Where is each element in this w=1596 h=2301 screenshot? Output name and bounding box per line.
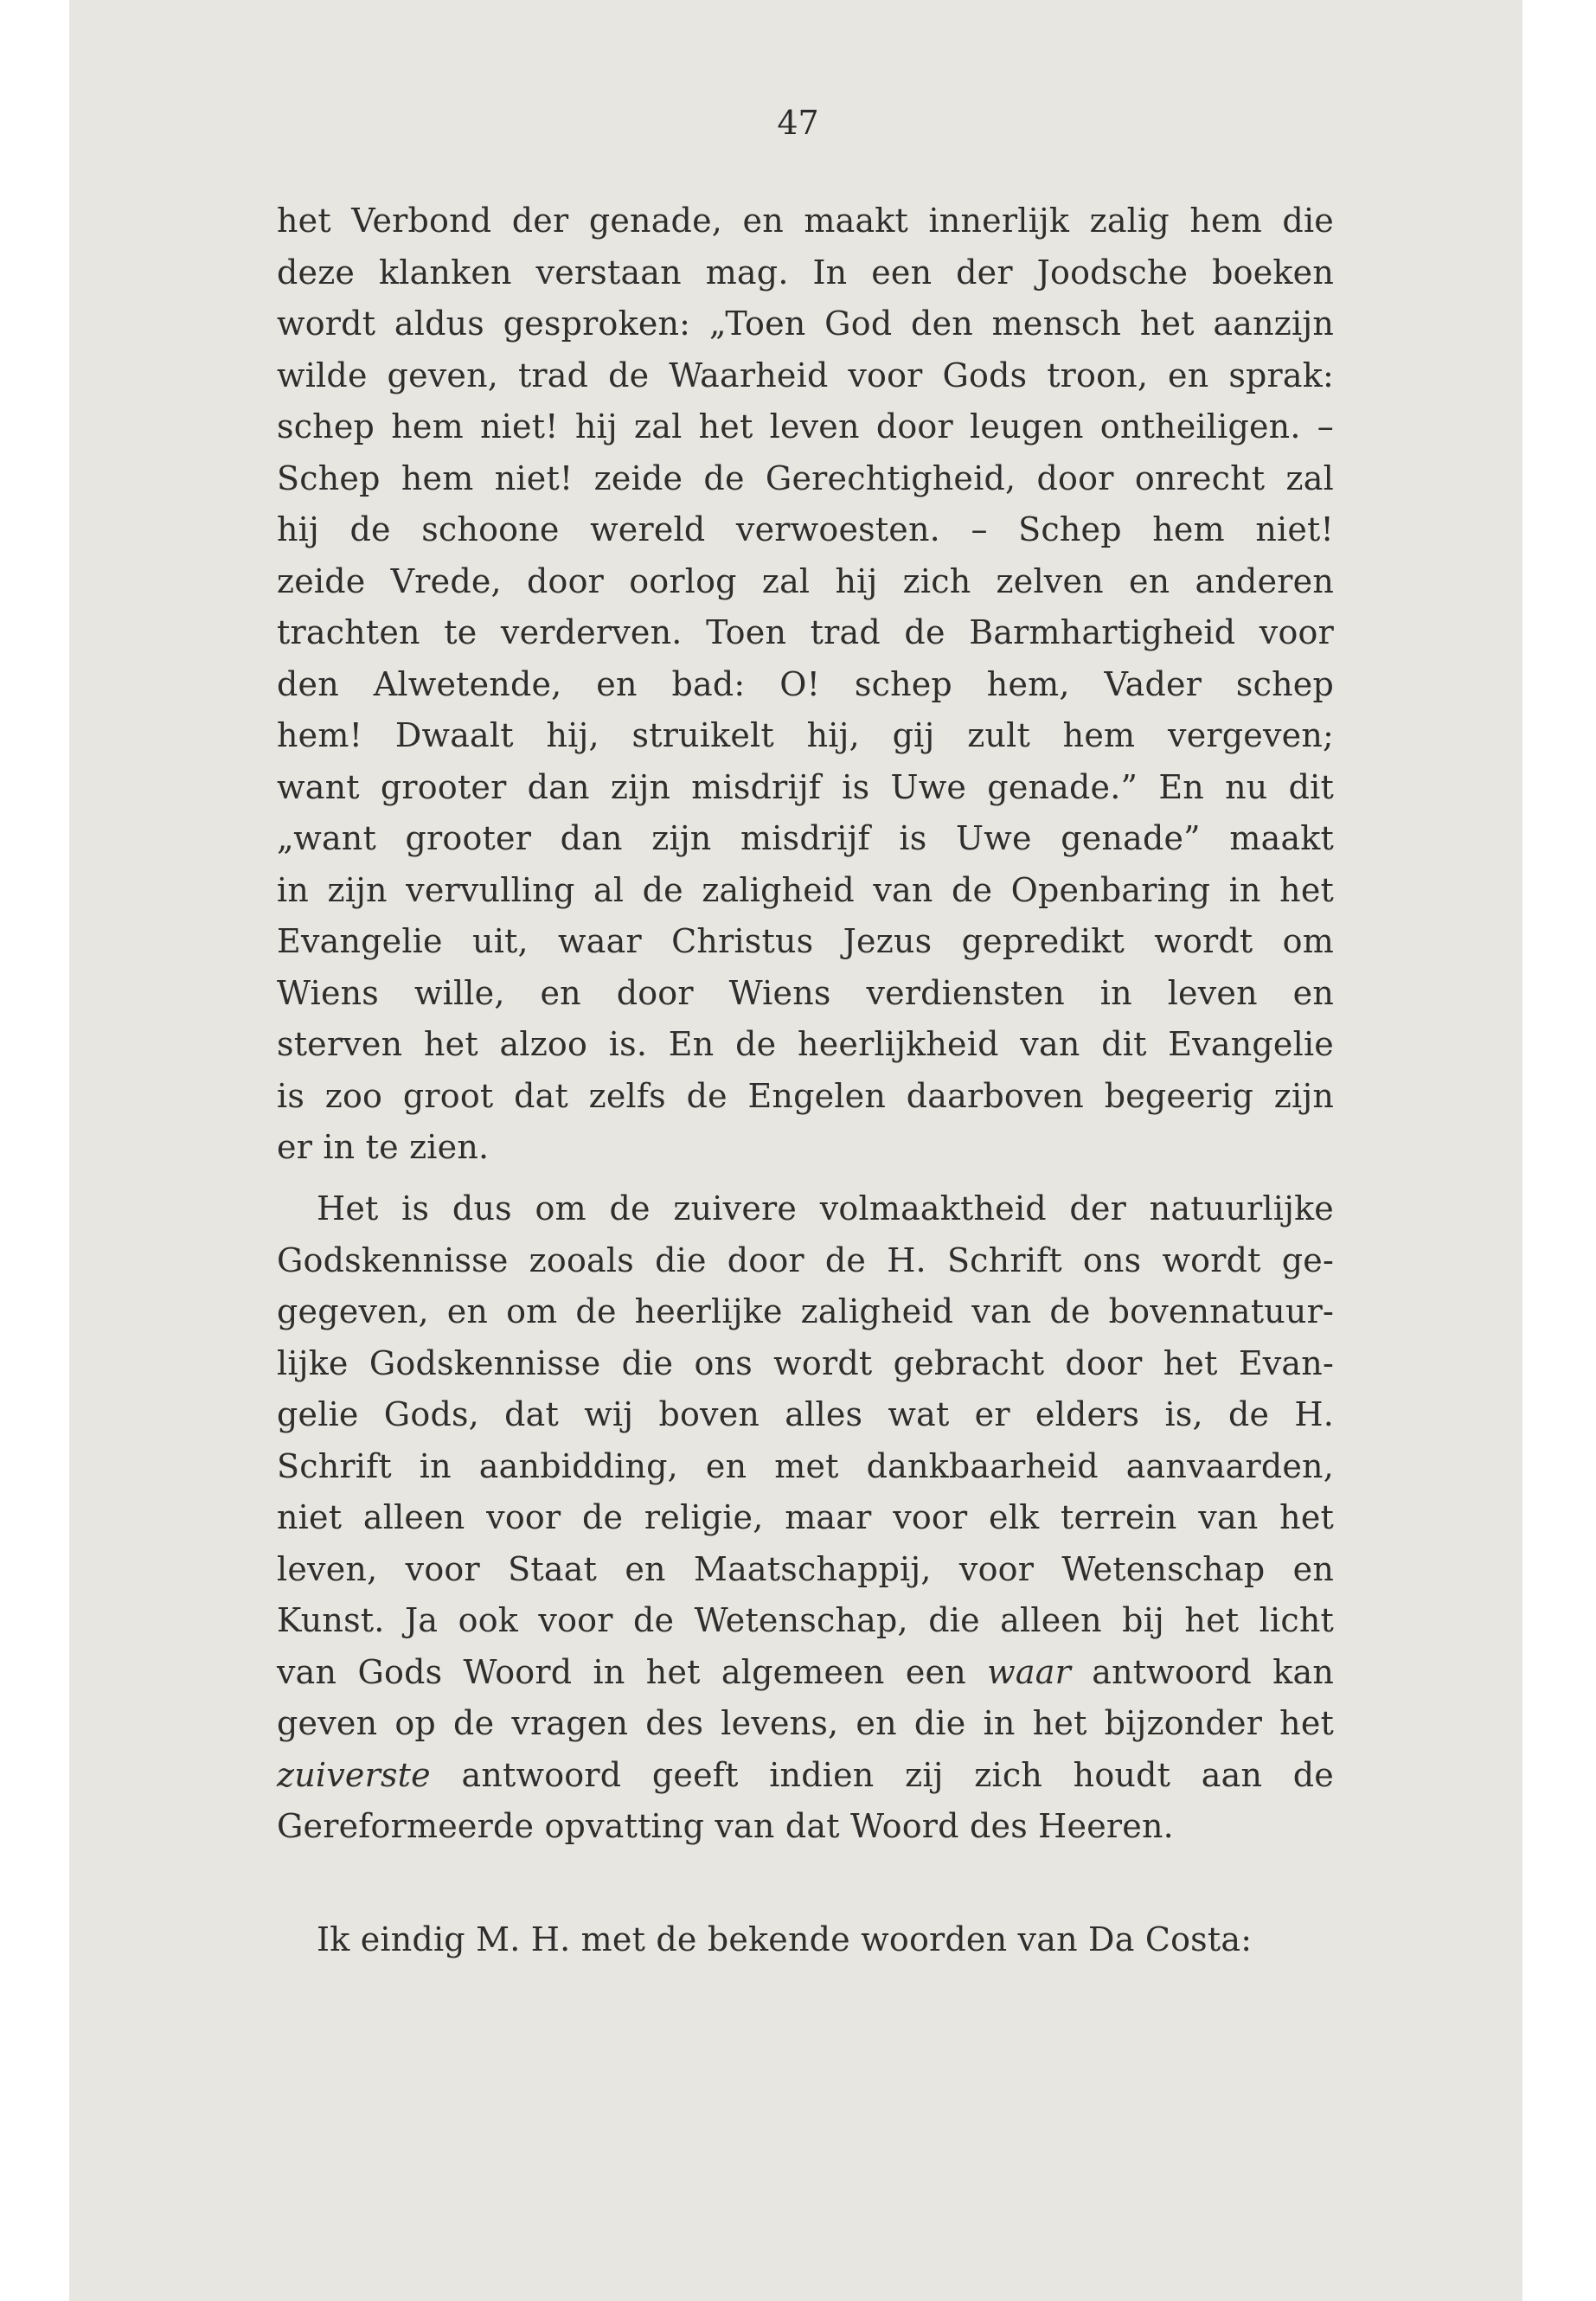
text-line: schep hem niet! hij zal het leven door leugen ontheiligen. – <box>277 407 1334 445</box>
text-line: hem! Dwaalt hij, struikelt hij, gij zult hem vergeven; <box>277 716 1334 754</box>
text-line: is zoo groot dat zelfs de Engelen daarboven begeerig zijn <box>277 1076 1334 1115</box>
text-line: Schrift in aanbidding, en met dankbaarheid aanvaarden, <box>277 1446 1334 1485</box>
text-line: wordt aldus gesproken: „Toen God den mensch het aanzijn <box>277 304 1334 343</box>
text-line <box>277 1647 1334 1699</box>
scan-margin-right <box>1522 0 1596 2301</box>
text-line: zeide Vrede, door oorlog zal hij zich zelven en anderen <box>277 561 1334 600</box>
scan-margin-left <box>0 0 69 2301</box>
emphasis-text: waar <box>987 1652 1071 1691</box>
text-line: Schep hem niet! zeide de Gerechtigheid, door onrecht zal <box>277 458 1334 497</box>
text-line: Evangelie uit, waar Christus Jezus gepredikt wordt om <box>277 922 1334 960</box>
text-line: hij de schoone wereld verwoesten. – Schep hem niet! <box>277 510 1334 548</box>
text-line: want grooter dan zijn misdrijf is Uwe genade.” En nu dit <box>277 767 1334 806</box>
paragraph-3 <box>277 1914 1334 1966</box>
text-segment: antwoord geeft indien zij zich houdt aan de <box>430 1755 1334 1794</box>
text-line <box>277 1750 1334 1802</box>
text-line: Gereformeerde opvatting van dat Woord des Heeren. <box>277 1807 1174 1845</box>
text-segment: van Gods Woord in het algemeen een <box>277 1652 988 1691</box>
text-line: wilde geven, trad de Waarheid voor Gods troon, en sprak: <box>277 356 1334 394</box>
paragraph-2 <box>277 1183 1334 1853</box>
paragraph-1 <box>277 195 1334 1174</box>
text-line: geven op de vragen des levens, en die in het bijzonder het <box>277 1704 1334 1742</box>
text-line: lijke Godskennisse die ons wordt gebracht door het Evan- <box>277 1343 1334 1382</box>
text-line: Godskennisse zooals die door de H. Schrift ons wordt ge- <box>277 1240 1334 1279</box>
text-line: er in te zien. <box>277 1128 490 1166</box>
page-number: 47 <box>777 104 819 142</box>
text-line: Kunst. Ja ook voor de Wetenschap, die alleen bij het licht <box>277 1601 1334 1639</box>
text-line: Wiens wille, en door Wiens verdiensten in leven en <box>277 973 1334 1012</box>
text-line: niet alleen voor de religie, maar voor elk terrein van het <box>277 1498 1334 1536</box>
text-line: gelie Gods, dat wij boven alles wat er elders is, de H. <box>277 1395 1334 1433</box>
text-line: leven, voor Staat en Maatschappij, voor Wetenschap en <box>277 1549 1334 1588</box>
text-line: Ik eindig M. H. met de bekende woorden van Da Costa: <box>317 1920 1253 1958</box>
text-line: het Verbond der genade, en maakt innerlijk zalig hem die <box>277 202 1334 240</box>
text-line: in zijn vervulling al de zaligheid van de Openbaring in het <box>277 870 1334 909</box>
text-line: sterven het alzoo is. En de heerlijkheid van dit Evangelie <box>277 1025 1334 1063</box>
emphasis-text: zuiverste <box>277 1755 431 1794</box>
text-line: Het is dus om de zuivere volmaaktheid der natuurlijke <box>317 1189 1334 1227</box>
text-line: den Alwetende, en bad: O! schep hem, Vader schep <box>277 664 1334 703</box>
text-line: gegeven, en om de heerlijke zaligheid van de bovennatuur- <box>277 1292 1334 1330</box>
text-line: deze klanken verstaan mag. In een der Joodsche boeken <box>277 253 1334 292</box>
text-line: „want grooter dan zijn misdrijf is Uwe genade” maakt <box>277 819 1334 857</box>
text-line: trachten te verderven. Toen trad de Barmhartigheid voor <box>277 613 1334 651</box>
text-segment: antwoord kan <box>1070 1652 1334 1691</box>
